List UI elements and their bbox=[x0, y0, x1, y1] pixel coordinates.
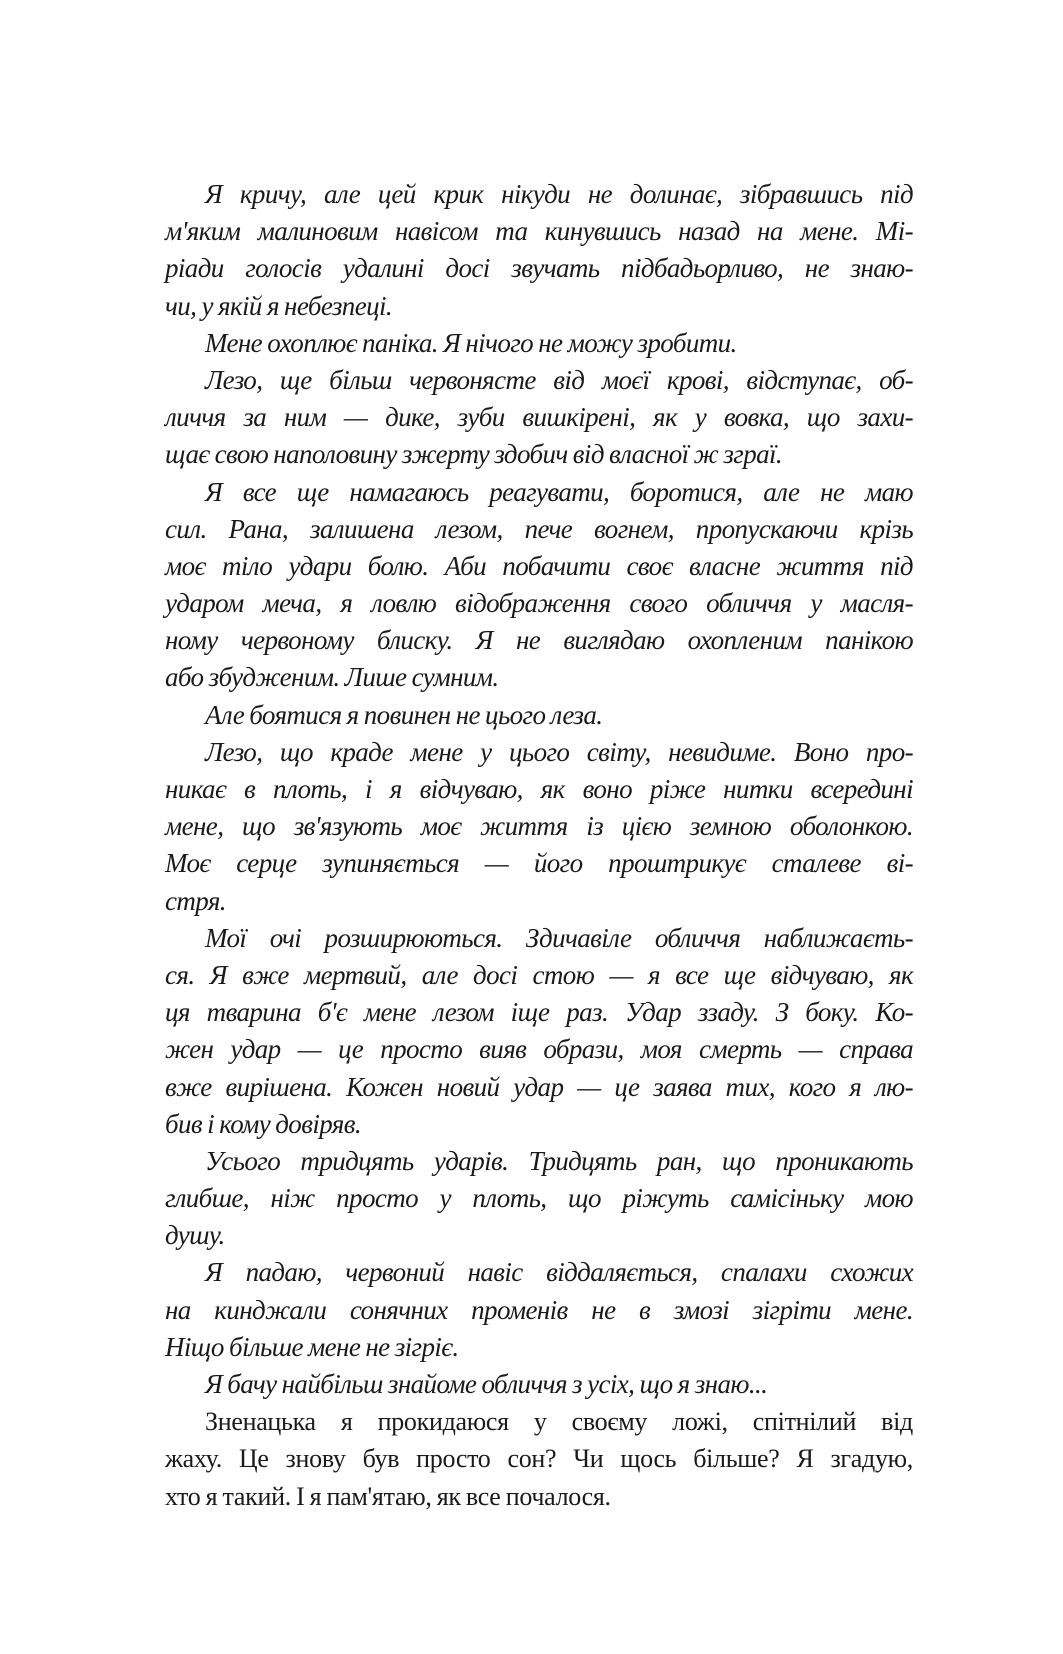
book-page bbox=[165, 176, 913, 1515]
text-line: жаху. Це знову був просто сон? Чи щось більше? Я згадую, bbox=[165, 1444, 913, 1474]
text-line: Лезо, ще більш червонясте від моєї крові, відступає, об- bbox=[205, 364, 913, 395]
text-line: щає свою наполовину зжерту здобич від власної ж зграї. bbox=[165, 439, 783, 470]
text-line: Я все ще намагаюсь реагувати, боротися, але не маю bbox=[205, 476, 913, 507]
text-line: ся. Я вже мертвий, але досі стою — я все ще відчуваю, як bbox=[165, 959, 913, 990]
text-line: ударом меча, я ловлю відображення свого обличчя у масля- bbox=[165, 588, 913, 619]
text-line: бив і кому довіряв. bbox=[165, 1108, 361, 1139]
paragraph bbox=[165, 1143, 913, 1255]
paragraph bbox=[165, 362, 913, 474]
text-line: або збудженим. Лише сумним. bbox=[165, 662, 499, 693]
text-line: Я кричу, але цей крик нікуди не долинає, зібравшись під bbox=[205, 179, 913, 209]
text-line: Усього тридцять ударів. Тридцять ран, що проникають bbox=[205, 1145, 913, 1176]
text-line: Мої очі розширюються. Здичавіле обличчя наближаєть- bbox=[205, 922, 913, 953]
text-line: глибше, ніж просто у плоть, що ріжуть самісіньку мою bbox=[165, 1183, 913, 1214]
paragraph bbox=[165, 1366, 913, 1403]
text-line: Лезо, що краде мене у цього світу, невидиме. Воно про- bbox=[205, 736, 913, 767]
text-line: душу. bbox=[165, 1220, 225, 1251]
text-line: Я падаю, червоний навіс віддаляється, спалахи схожих bbox=[205, 1257, 913, 1288]
paragraph bbox=[165, 920, 913, 1143]
text-line: никає в плоть, і я відчуваю, як воно ріже нитки всередині bbox=[165, 774, 913, 804]
paragraph bbox=[165, 697, 913, 734]
text-line: моє тіло удари болю. Аби побачити своє власне життя під bbox=[165, 550, 913, 581]
text-line: стря. bbox=[165, 885, 226, 916]
paragraph bbox=[165, 176, 913, 325]
text-line: чи, у якій я небезпеці. bbox=[165, 290, 393, 321]
text-line: вже вирішена. Кожен новий удар — це заява тих, кого я лю- bbox=[165, 1071, 913, 1102]
text-line: ному червоному блиску. Я не виглядаю охопленим панікою bbox=[165, 625, 913, 656]
text-line: Моє серце зупиняється — його проштрикує сталеве ві- bbox=[165, 848, 913, 879]
text-line: хто я такий. І я пам'ятаю, як все почалося. bbox=[165, 1481, 611, 1511]
text-line: Зненацька я прокидаюся у своєму ложі, спітнілий від bbox=[205, 1407, 913, 1437]
text-line: Але боятися я повинен не цього леза. bbox=[205, 699, 603, 730]
paragraph bbox=[165, 1403, 913, 1515]
text-line: личчя за ним — дике, зуби вишкірені, як у вовка, що захи- bbox=[165, 402, 913, 433]
text-line: мене, що зв'язують моє життя із цією земною оболонкою. bbox=[165, 811, 913, 842]
paragraph bbox=[165, 734, 913, 920]
paragraph bbox=[165, 1254, 913, 1366]
text-line: жен удар — це просто вияв образи, моя смерть — справа bbox=[165, 1034, 913, 1065]
paragraph bbox=[165, 474, 913, 697]
text-line: на кинджали сонячних променів не в змозі зігріти мене. bbox=[165, 1294, 913, 1325]
text-line: ця тварина б'є мене лезом іще раз. Удар ззаду. З боку. Ко- bbox=[165, 997, 913, 1028]
text-line: Я бачу найбільш знайоме обличчя з усіх, що я знаю... bbox=[205, 1369, 768, 1399]
text-line: Ніщо більше мене не зігріє. bbox=[165, 1331, 459, 1362]
text-line: м'яким малиновим навісом та кинувшись назад на мене. Мі- bbox=[165, 216, 913, 247]
text-line: Мене охоплює паніка. Я нічого не можу зробити. bbox=[205, 327, 737, 358]
text-line: ріади голосів удалині досі звучать підбадьорливо, не знаю- bbox=[165, 253, 913, 284]
paragraph bbox=[165, 325, 913, 362]
text-line: сил. Рана, залишена лезом, пече вогнем, пропускаючи крізь bbox=[165, 513, 913, 544]
